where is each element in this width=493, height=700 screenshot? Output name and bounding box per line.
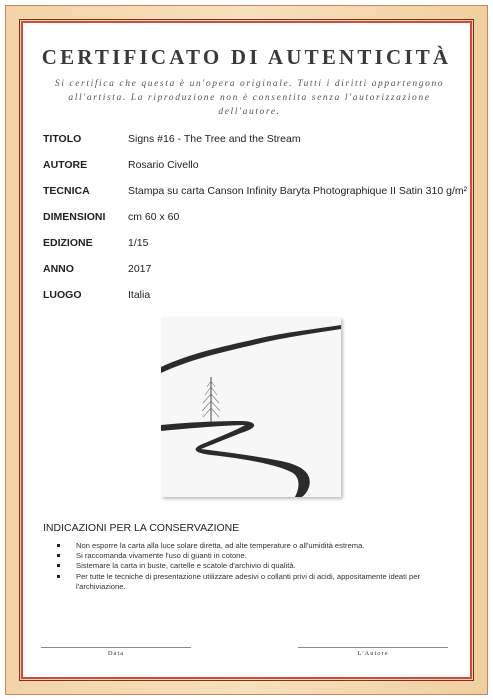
field-label: ANNO <box>43 263 74 275</box>
field-label: EDIZIONE <box>43 237 93 249</box>
list-item-text: Sistemare la carta in buste, cartelle e scatole d'archivio di qualità. <box>76 561 296 571</box>
field-dimensioni <box>43 211 463 237</box>
artwork-photo <box>161 317 341 497</box>
certificate-subtitle: Si certifica che questa è un'opera originale. Tutti i diritti appartengono all'artista. La riproduzione non è consentita senza l'autorizzazione dell'autore. <box>54 79 445 117</box>
field-value: Rosario Civello <box>128 159 199 171</box>
certificate-panel <box>21 21 472 679</box>
certificate-title: CERTIFICATO DI AUTENTICITÀ <box>41 45 452 69</box>
bullet-icon <box>57 544 60 547</box>
decorative-frame <box>5 5 488 695</box>
author-label: L'Autore <box>357 650 389 657</box>
list-item-text: Si raccomanda vivamente l'uso di guanti in cotone. <box>76 551 247 561</box>
field-label: TITOLO <box>43 133 82 145</box>
field-label: TECNICA <box>43 185 90 197</box>
conservation-title: INDICAZIONI PER LA CONSERVAZIONE <box>43 522 240 534</box>
field-tecnica <box>43 185 468 211</box>
field-autore <box>43 159 463 185</box>
list-item-text: Per tutte le tecniche di presentazione utilizzare adesivi o collanti privi di acidi, appositamente ideati per l'archiviazione. <box>76 571 421 591</box>
field-edizione <box>43 237 463 263</box>
field-value: cm 60 x 60 <box>128 211 180 223</box>
field-label: DIMENSIONI <box>43 211 106 223</box>
list-item <box>57 541 457 551</box>
field-anno <box>43 263 463 289</box>
date-signature-line <box>41 647 191 657</box>
field-value: Stampa su carta Canson Infinity Baryta Photographique II Satin 310 g/m² <box>128 185 468 197</box>
author-signature-line <box>298 647 448 657</box>
list-item <box>57 572 457 592</box>
field-titolo <box>43 133 463 159</box>
list-item <box>57 551 457 561</box>
field-label: LUOGO <box>43 289 82 301</box>
field-label: AUTORE <box>43 159 88 171</box>
list-item <box>57 561 457 571</box>
field-value: 1/15 <box>128 237 149 249</box>
bullet-icon <box>57 564 60 567</box>
field-luogo <box>43 289 463 315</box>
artwork-details <box>43 133 468 315</box>
bullet-icon <box>57 554 60 557</box>
conservation-list <box>57 541 457 592</box>
field-value: Signs #16 - The Tree and the Stream <box>128 133 301 145</box>
field-value: 2017 <box>128 263 152 275</box>
tree-and-stream-image <box>161 317 341 497</box>
date-label: Data <box>107 650 125 657</box>
list-item-text: Non esporre la carta alla luce solare diretta, ad alte temperature o all'umidità estrema. <box>76 541 365 550</box>
bullet-icon <box>57 575 60 578</box>
field-value: Italia <box>128 289 151 301</box>
